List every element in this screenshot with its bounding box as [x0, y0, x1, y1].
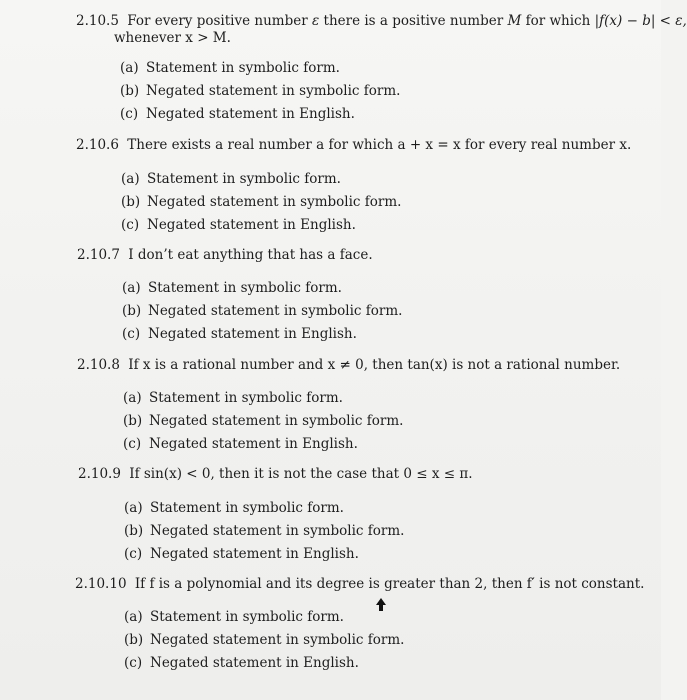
mouse-pointer-icon	[374, 597, 388, 613]
part-b: (b) Negated statement in symbolic form.	[122, 303, 403, 319]
problem-2-10-7	[77, 246, 373, 264]
part-a: (a) Statement in symbolic form.	[124, 609, 344, 625]
part-c: (c) Negated statement in English.	[124, 546, 359, 562]
epsilon-symbol: ε	[311, 13, 320, 29]
part-a: (a) Statement in symbolic form.	[124, 500, 344, 516]
problem-text: for which	[525, 13, 591, 29]
problem-number: 2.10.9	[78, 466, 121, 482]
part-c: (c) Negated statement in English.	[122, 326, 357, 342]
problem-text: there is a positive number	[323, 13, 504, 29]
part-c: (c) Negated statement in English.	[124, 655, 359, 671]
parts-list	[122, 277, 402, 346]
problem-number: 2.10.10	[75, 576, 127, 592]
part-a: (a) Statement in symbolic form.	[121, 171, 341, 187]
problem-text: whenever x > M.	[114, 30, 231, 46]
problem-2-10-5	[76, 12, 687, 30]
abs-expression: |f(x) − b| < ε,	[594, 13, 687, 29]
part-b: (b) Negated statement in symbolic form.	[121, 194, 402, 210]
parts-list	[123, 387, 403, 456]
problem-number: 2.10.6	[76, 137, 119, 153]
part-c: (c) Negated statement in English.	[121, 217, 356, 233]
problem-text: If f is a polynomial and its degree is greater than 2, then f′ is not constant.	[134, 576, 645, 592]
part-a: (a) Statement in symbolic form.	[123, 390, 343, 406]
part-b: (b) Negated statement in symbolic form.	[124, 632, 405, 648]
part-c: (c) Negated statement in English.	[120, 106, 355, 122]
problem-text: There exists a real number a for which a + x = x for every real number x.	[127, 137, 632, 153]
part-b: (b) Negated statement in symbolic form.	[123, 413, 404, 429]
problem-number: 2.10.5	[76, 13, 119, 29]
parts-list	[124, 497, 404, 566]
problem-2-10-8	[77, 356, 620, 374]
problem-2-10-5-line2	[114, 29, 231, 47]
problem-2-10-6	[76, 136, 631, 154]
part-a: (a) Statement in symbolic form.	[120, 60, 340, 76]
problem-text: For every positive number	[127, 13, 308, 29]
part-b: (b) Negated statement in symbolic form.	[124, 523, 405, 539]
problem-text: If x is a rational number and x ≠ 0, then tan(x) is not a rational number.	[128, 357, 621, 373]
part-a: (a) Statement in symbolic form.	[122, 280, 342, 296]
problem-2-10-10	[75, 575, 644, 593]
parts-list	[124, 606, 404, 675]
part-c: (c) Negated statement in English.	[123, 436, 358, 452]
parts-list	[121, 168, 401, 237]
problem-text: If sin(x) < 0, then it is not the case that 0 ≤ x ≤ π.	[129, 466, 473, 482]
m-symbol: M	[507, 13, 522, 29]
part-b: (b) Negated statement in symbolic form.	[120, 83, 401, 99]
problem-number: 2.10.8	[77, 357, 120, 373]
problem-2-10-9	[78, 465, 473, 483]
problem-number: 2.10.7	[77, 247, 120, 263]
parts-list	[120, 57, 400, 126]
problem-text: I don’t eat anything that has a face.	[128, 247, 373, 263]
